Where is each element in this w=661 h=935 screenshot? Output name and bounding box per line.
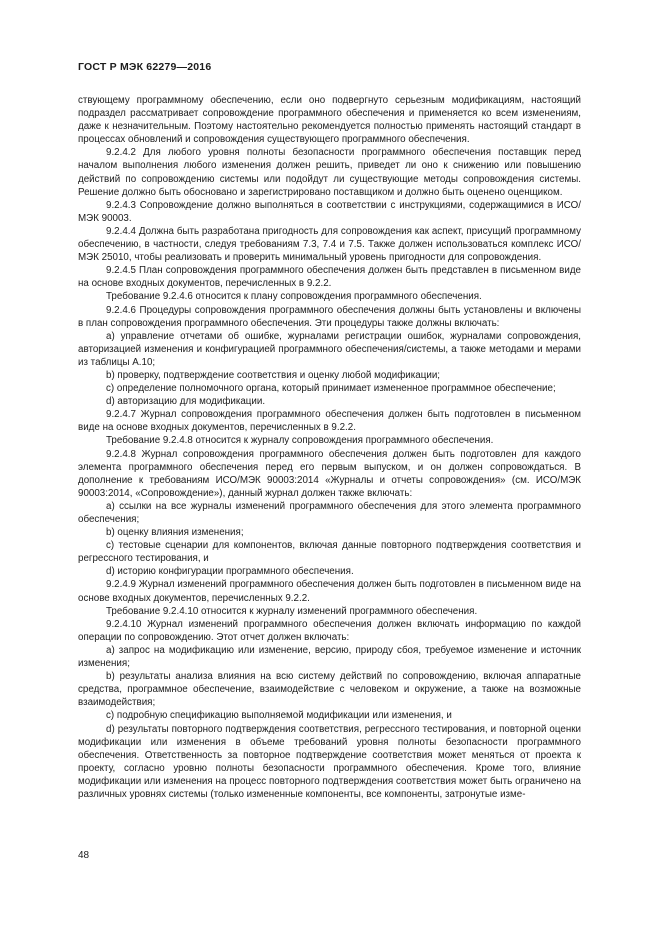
paragraph: b) оценку влияния изменения; [106, 527, 244, 539]
paragraph: Требование 9.2.4.8 относится к журналу сопровождения программного обеспечения. [106, 435, 494, 447]
page-number: 48 [78, 850, 90, 861]
paragraph: a) управление отчетами об ошибке, журналами регистрации ошибок, журналами сопровождения, авторизацией изменения и конфигурацией программного обеспечения/системы, а также методами и мерами из таблицы А.10; [78, 330, 581, 368]
standard-header: ГОСТ Р МЭК 62279—2016 [78, 61, 212, 73]
paragraph: a) ссылки на все журналы изменений программного обеспечения для этого элемента программного обеспечения; [78, 500, 581, 525]
paragraph: 9.2.4.5 План сопровождения программного обеспечения должен быть представлен в письменном виде на основе входных документов, перечисленных в 9.2.2. [78, 265, 581, 290]
paragraph: c) определение полномочного органа, который принимает измененное программное обеспечение; [106, 383, 556, 395]
paragraph: Требование 9.2.4.10 относится к журналу изменений программного обеспечения. [106, 605, 478, 617]
paragraph: 9.2.4.9 Журнал изменений программного обеспечения должен быть подготовлен в письменном виде на основе входных документов, перечисленных 9.2.2. [78, 579, 581, 604]
document-body [78, 94, 581, 801]
paragraph: d) авторизацию для модификации. [106, 396, 266, 408]
paragraph: c) тестовые сценарии для компонентов, включая данные повторного подтверждения соответствия и регрессного тестирования, и [78, 540, 581, 565]
paragraph: a) запрос на модификацию или изменение, версию, природу сбоя, требуемое изменение и источник изменения; [78, 644, 581, 670]
paragraph: 9.2.4.6 Процедуры сопровождения программного обеспечения должны быть установлены и включены в план сопровождения программного обеспечения. Эти процедуры также должны включать: [78, 304, 581, 329]
paragraph: 9.2.4.10 Журнал изменений программного обеспечения должен включать информацию по каждой операции по сопровождению. Этот отчет должен включать: [78, 618, 581, 643]
paragraph: b) проверку, подтверждение соответствия и оценку любой модификации; [106, 369, 441, 381]
paragraph: 9.2.4.7 Журнал сопровождения программного обеспечения должен быть подготовлен в письменном виде на основе входных документов, перечисленных в 9.2.2. [78, 409, 581, 434]
paragraph: b) результаты анализа влияния на всю систему действий по сопровождению, включая аппаратные средства, программное обеспечение, взаимодействие с человеком и окружение, а также на возможные взаимодействия; [78, 671, 581, 709]
paragraph: 9.2.4.3 Сопровождение должно выполняться в соответствии с инструкциями, содержащимися в ИСО/МЭК 90003. [78, 199, 581, 224]
paragraph: c) подробную спецификацию выполняемой модификации или изменения, и [106, 710, 452, 722]
paragraph: 9.2.4.2 Для любого уровня полноты безопасности программного обеспечения поставщик перед началом выполнения любого изменения должен решить, приведет ли оно к снижению или повышению действий по сопровождению системы или подойдут ли существующие методы сопровождения системы. Решение должно быть обосновано и зарегистрировано поставщиком и должно быть оценено оценщиком. [78, 147, 581, 198]
paragraph: 9.2.4.8 Журнал сопровождения программного обеспечения должен быть подготовлен для каждого элемента программного обеспечения перед его первым выпуском, и он должен сопровождаться. В дополнение к требованиям ИСО/МЭК 90003:2014 «Журналы и отчеты сопровождения» (см. ИСО/МЭК 90003:2014, «Сопровождение»), данный журнал должен также включать: [78, 448, 581, 499]
paragraph: d) историю конфигурации программного обеспечения. [106, 566, 354, 578]
paragraph: Требование 9.2.4.6 относится к плану сопровождения программного обеспечения. [106, 291, 482, 303]
paragraph: ствующему программному обеспечению, если оно подвергнуто серьезным модификациям, настоящий подраздел рассматривает сопровождение программного обеспечения и применяется ко всем изменениям, даже к незначительным. Поэтому настоятельно рекомендуется полностью применять настоящий стандарт в процессах обновлений и сопровождения существующего программного обеспечения. [78, 95, 581, 146]
paragraph: d) результаты повторного подтверждения соответствия, регрессного тестирования, и повторной оценки модификации или изменения в объеме требований уровня полноты безопасности программного обеспечения. Ответственность за повторное подтверждение соответствия может меняться от проекта к проекту, согласно уровню полноты безопасности программного обеспечения. Кроме того, влияние модификации или изменения на процесс повторного подтверждения соответствия может быть ограничено на различных уровнях системы (только измененные компоненты, все компоненты, затронутые изме- [78, 723, 581, 800]
paragraph: 9.2.4.4 Должна быть разработана пригодность для сопровождения как аспект, присущий программному обеспечению, в частности, следуя требованиям 7.3, 7.4 и 7.5. Также должен использоваться комплекс ИСО/МЭК 25010, чтобы реализовать и проверить минимальный уровень пригодности для сопровождения. [78, 225, 581, 264]
